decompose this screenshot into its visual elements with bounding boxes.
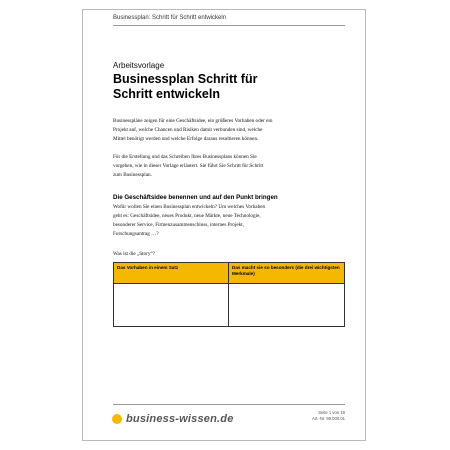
table-header-idea: Das Vorhaben in einem Satz bbox=[114, 263, 229, 284]
document-title bbox=[113, 72, 343, 102]
text-line: Für die Erstellung und das Schreiben Ihres Businessplans können Sie bbox=[113, 154, 257, 160]
document-kicker: Arbeitsvorlage bbox=[113, 61, 165, 70]
table-cell-idea[interactable] bbox=[114, 284, 229, 326]
article-number: Art.-Nr. 99.000.01 bbox=[311, 416, 345, 421]
document-title-line-2: Schritt entwickeln bbox=[113, 87, 220, 101]
idea-worksheet-table bbox=[113, 262, 345, 327]
table-header-features: Das macht sie so besonders (die drei wichtigsten Merkmale) bbox=[229, 263, 344, 284]
page-info bbox=[312, 410, 345, 422]
text-line: zum Businessplan. bbox=[113, 172, 152, 178]
running-header: Businessplan: Schritt für Schritt entwickeln bbox=[113, 15, 227, 21]
footer-divider bbox=[113, 404, 345, 405]
text-line: Businesspläne zeigen für eine Geschäftsidee, ein größeres Vorhaben oder ein bbox=[113, 118, 273, 124]
intro-paragraph-2 bbox=[113, 153, 313, 180]
table-cell-features[interactable] bbox=[229, 284, 344, 326]
header-divider bbox=[113, 25, 345, 26]
brand-logo-text: business-wissen.de bbox=[126, 413, 234, 425]
text-line: Projekt auf, welche Chancen und Risiken damit verbunden sind, welche bbox=[113, 127, 263, 133]
page-number: Seite 1 von 18 bbox=[318, 410, 345, 415]
text-line: geht es: Geschäftsidee, neues Produkt, neue Märkte, neue Technologie, bbox=[113, 213, 261, 219]
text-line: besonderer Service, Firmenzusammenschluss, internes Projekt, bbox=[113, 222, 244, 228]
story-question: Was ist die „Story“? bbox=[113, 251, 156, 257]
text-line: Forschungsantrag …? bbox=[113, 231, 159, 237]
brand-logo bbox=[112, 413, 234, 425]
logo-dot-icon bbox=[112, 414, 122, 424]
section-paragraph bbox=[113, 203, 313, 239]
text-line: vorgehen, wie in dieser Vorlage erläutert. Sie führt Sie Schritt für Schritt bbox=[113, 163, 264, 169]
document-title-line-1: Businessplan Schritt für bbox=[113, 72, 258, 86]
intro-paragraph-1 bbox=[113, 117, 313, 144]
section-heading: Die Geschäftsidee benennen und auf den Punkt bringen bbox=[113, 194, 278, 201]
text-line: Mittel benötigt werden und welche Erfolge daraus resultieren können. bbox=[113, 136, 259, 142]
text-line: Wofür wollen Sie einen Businessplan entwickeln? Um welches Vorhaben bbox=[113, 204, 266, 210]
